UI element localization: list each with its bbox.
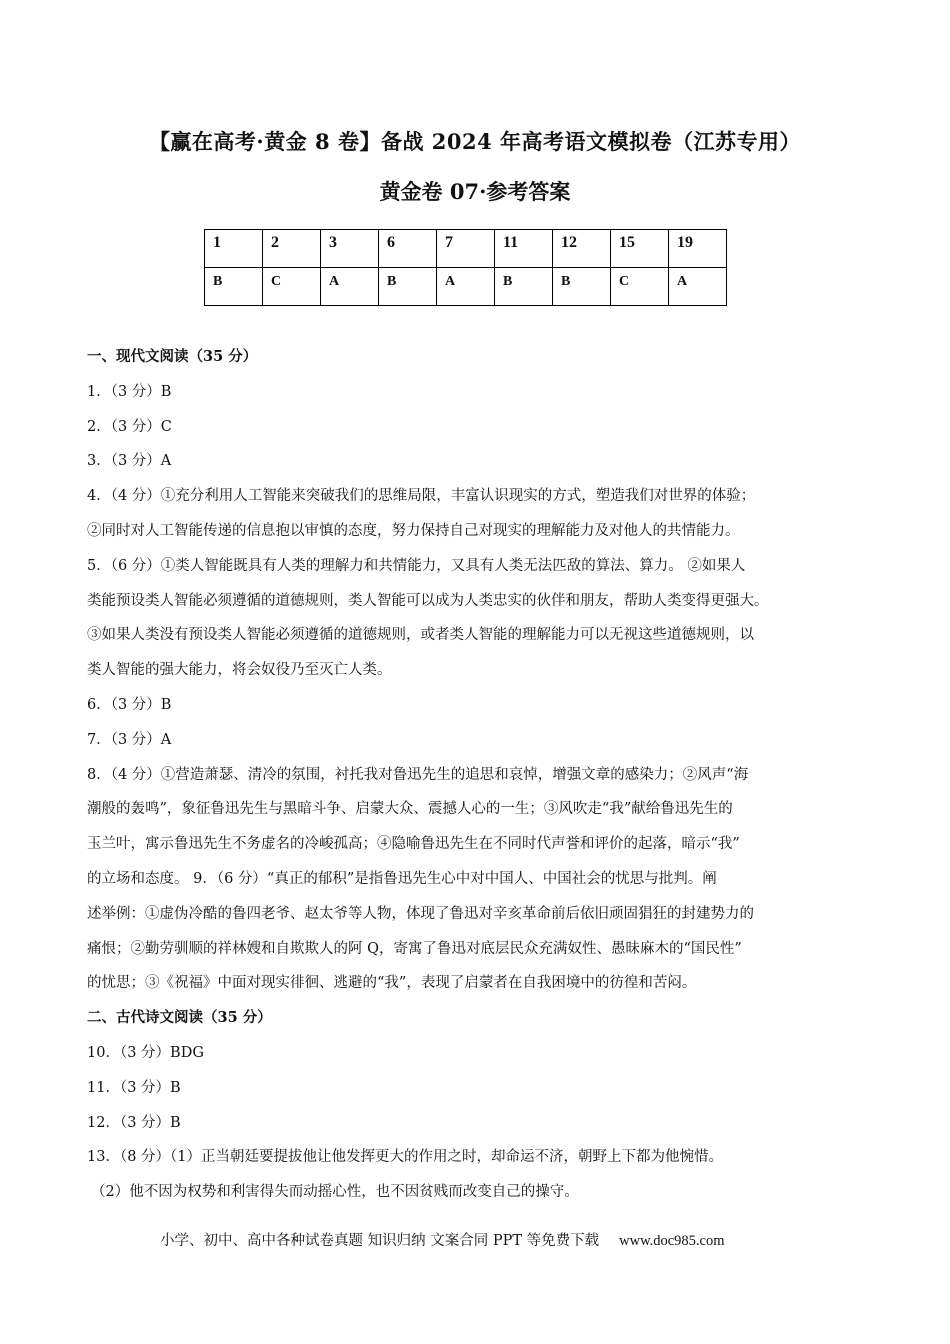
answer-cell: B [379,268,437,306]
question-number-cell: 3 [321,230,379,268]
answer-q9-line4: 的忧思；③《祝福》中面对现实徘徊、逃避的“我”，表现了启蒙者在自我困境中的彷徨和苦闷。 [87,975,697,992]
answer-q9-line2: 述举例：①虚伪冷酷的鲁四老爷、赵太爷等人物，体现了鲁迅对辛亥革命前后依旧顽固猖狂的封建势力的 [87,905,754,922]
answer-table-answer-row [205,268,727,306]
answer-q8-line3: 玉兰叶，寓示鲁迅先生不务虚名的冷峻孤高；④隐喻鲁迅先生在不同时代声誉和评价的起落，暗示“我” [87,836,740,853]
question-number-cell: 2 [263,230,321,268]
section-heading-modern-reading: 一、现代文阅读（35 分） [87,348,258,365]
answer-q4-line1: 4．（4 分）①充分利用人工智能来突破我们的思维局限，丰富认识现实的方式，塑造我们对世界的体验； [87,488,756,505]
answer-cell: C [263,268,321,306]
answer-q5-line1: 5．（6 分）①类人智能既具有人类的理解力和共情能力，又具有人类无法匹敌的算法、算力。 ②如果人 [87,557,746,574]
answer-q4-line2: ②同时对人工智能传递的信息抱以审慎的态度，努力保持自己对现实的理解能力及对他人的共情能力。 [87,522,740,539]
question-number-cell: 11 [495,230,553,268]
answer-q8-line4: 的立场和态度。 9．（6 分）“真正的郁积”是指鲁迅先生心中对中国人、中国社会的忧思与批判。阐 [87,870,717,887]
answer-cell: B [495,268,553,306]
answer-q6: 6．（3 分）B [87,696,172,713]
answer-cell: A [669,268,727,306]
answer-q7: 7．（3 分）A [87,731,172,748]
answer-q12: 12．（3 分）B [87,1114,181,1131]
answer-q5-line4: 类人智能的强大能力，将会奴役乃至灭亡人类。 [87,662,392,679]
footer-url[interactable]: www.doc985.com [619,1233,725,1249]
footer-text: 小学、初中、高中各种试卷真题 知识归纳 文案合同 PPT 等免费下载 [160,1233,600,1249]
answer-cell: A [321,268,379,306]
answer-table-header-row [205,230,727,268]
question-number-cell: 19 [669,230,727,268]
answer-cell: B [205,268,263,306]
question-number-cell: 12 [553,230,611,268]
answer-q3: 3．（3 分）A [87,453,172,470]
question-number-cell: 1 [205,230,263,268]
page-footer [160,1229,725,1250]
answer-q1: 1．（3 分）B [87,383,172,400]
document-title: 【赢在高考·黄金 8 卷】备战 2024 年高考语文模拟卷（江苏专用） [148,129,802,154]
answer-q10: 10．（3 分）BDG [87,1044,204,1061]
answer-q2: 2．（3 分）C [87,418,172,435]
question-number-cell: 7 [437,230,495,268]
answer-q8-line1: 8．（4 分）①营造萧瑟、清冷的氛围，衬托我对鲁迅先生的追思和哀悼，增强文章的感染力；②风声“海 [87,766,749,783]
answer-q13-line2: （2）他不因为权势和利害得失而动摇心性，也不因贫贱而改变自己的操守。 [91,1184,579,1201]
answer-q5-line3: ③如果人类没有预设类人智能必须遵循的道德规则，或者类人智能的理解能力可以无视这些道德规则，以 [87,627,754,644]
answer-cell: B [553,268,611,306]
document-subtitle: 黄金卷 07·参考答案 [379,179,571,204]
answer-body [87,340,877,1210]
section-heading-classical-reading: 二、古代诗文阅读（35 分） [87,1009,272,1027]
answer-cell: A [437,268,495,306]
answer-q11: 11．（3 分）B [87,1079,181,1096]
answer-cell: C [611,268,669,306]
answer-q8-line2: 潮般的轰鸣”，象征鲁迅先生与黑暗斗争、启蒙大众、震撼人心的一生；③风吹走“我”献给鲁迅先生的 [87,801,733,818]
answer-q9-line3: 痛恨；②勤劳驯顺的祥林嫂和自欺欺人的阿 Q，寄寓了鲁迅对底层民众充满奴性、愚昧麻木的“国民性” [87,940,742,957]
question-number-cell: 15 [611,230,669,268]
answer-table [204,229,727,306]
answer-q5-line2: 类能预设类人智能必须遵循的道德规则，类人智能可以成为人类忠实的伙伴和朋友，帮助人类变得更强大。 [87,592,769,609]
question-number-cell: 6 [379,230,437,268]
answer-q13-line1: 13．（8 分）（1）正当朝廷要提拔他让他发挥更大的作用之时，却命运不济，朝野上下都为他惋惜。 [87,1149,724,1166]
